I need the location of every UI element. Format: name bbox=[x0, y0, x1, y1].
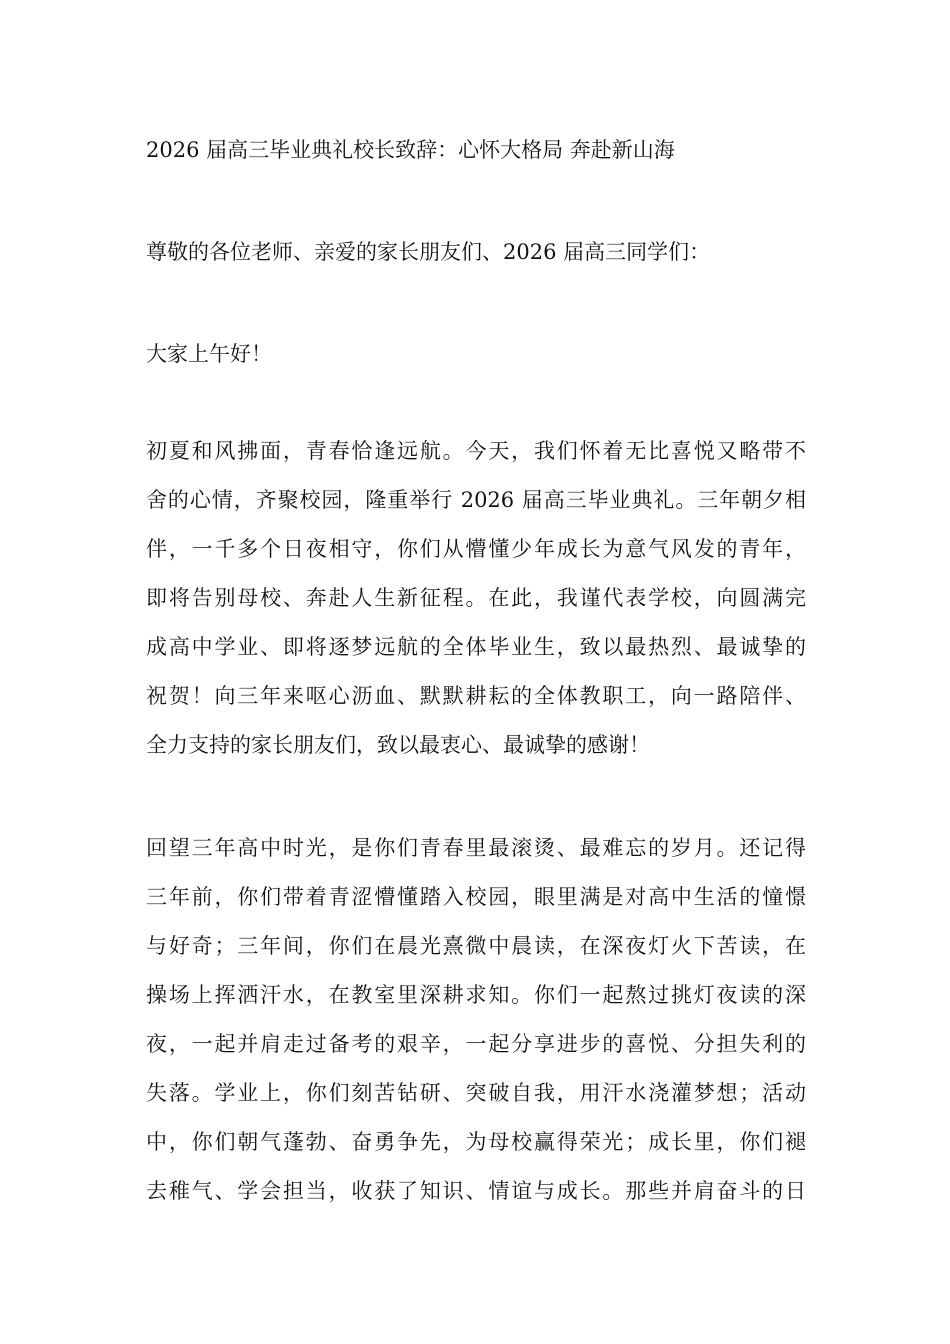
paragraph-2-line: 操场上挥洒汗水，在教室里深耕求知。你们一起熬过挑灯夜读的深 bbox=[146, 983, 806, 1007]
paragraph-1-line: 祝贺！向三年来呕心沥血、默默耕耘的全体教职工，向一路陪伴、 bbox=[146, 684, 806, 708]
greeting: 大家上午好！ bbox=[146, 342, 272, 366]
paragraph-2-line: 失落。学业上，你们刻苦钻研、突破自我，用汗水浇灌梦想；活动 bbox=[146, 1081, 806, 1105]
paragraph-1-line: 成高中学业、即将逐梦远航的全体毕业生，致以最热烈、最诚挚的 bbox=[146, 635, 806, 659]
paragraph-1-line: 舍的心情，齐聚校园，隆重举行 2026 届高三毕业典礼。三年朝夕相 bbox=[146, 488, 806, 512]
paragraph-2-line: 回望三年高中时光，是你们青春里最滚烫、最难忘的岁月。还记得 bbox=[146, 836, 806, 860]
salutation: 尊敬的各位老师、亲爱的家长朋友们、2026 届高三同学们： bbox=[146, 240, 711, 264]
paragraph-2-line: 与好奇；三年间，你们在晨光熹微中晨读，在深夜灯火下苦读，在 bbox=[146, 934, 806, 958]
paragraph-1-line: 即将告别母校、奔赴人生新征程。在此，我谨代表学校，向圆满完 bbox=[146, 586, 806, 610]
paragraph-1-line: 初夏和风拂面，青春恰逢远航。今天，我们怀着无比喜悦又略带不 bbox=[146, 439, 806, 463]
paragraph-2-line: 去稚气、学会担当，收获了知识、情谊与成长。那些并肩奋斗的日 bbox=[146, 1179, 806, 1203]
paragraph-2-line: 夜，一起并肩走过备考的艰辛，一起分享进步的喜悦、分担失利的 bbox=[146, 1032, 806, 1056]
paragraph-1-line: 全力支持的家长朋友们，致以最衷心、最诚挚的感谢！ bbox=[146, 733, 650, 757]
document-title: 2026 届高三毕业典礼校长致辞：心怀大格局 奔赴新山海 bbox=[146, 138, 675, 162]
paragraph-2-line: 中，你们朝气蓬勃、奋勇争先，为母校赢得荣光；成长里，你们褪 bbox=[146, 1130, 806, 1154]
paragraph-1-line: 伴，一千多个日夜相守，你们从懵懂少年成长为意气风发的青年， bbox=[146, 537, 806, 561]
paragraph-2-line: 三年前，你们带着青涩懵懂踏入校园，眼里满是对高中生活的憧憬 bbox=[146, 885, 806, 909]
